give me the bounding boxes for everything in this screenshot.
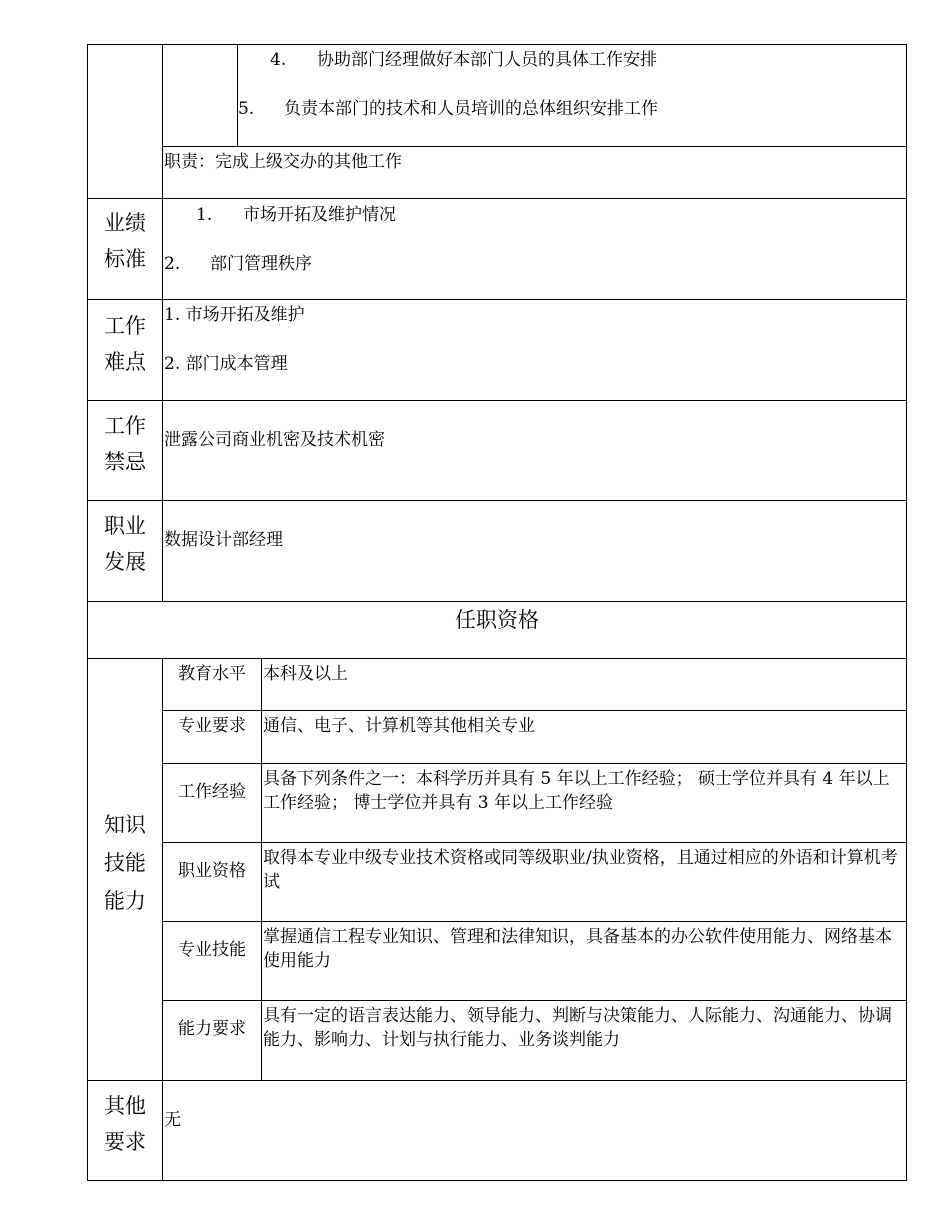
list-item-number: 2.: [164, 254, 181, 274]
sub-label: 教育水平: [178, 664, 246, 684]
sub-label: 工作经验: [178, 782, 246, 802]
career-text: 数据设计部经理: [164, 530, 283, 550]
rule: [162, 1000, 907, 1001]
rule: [162, 763, 907, 764]
taboo-text: 泄露公司商业机密及技术机密: [164, 430, 385, 450]
sub-value: 通信、电子、计算机等其他相关专业: [263, 716, 535, 736]
sub-label: 职业资格: [178, 861, 246, 881]
sub-value: 取得本专业中级专业技术资格或同等级职业/执业资格，且通过相应的外语和计算机考试: [263, 848, 898, 892]
duty-other: 职责：完成上级交办的其他工作: [164, 152, 402, 172]
rule: [87, 658, 907, 659]
row-label-career: 职业 发展: [104, 514, 146, 574]
row-label-performance: 业绩 标准: [104, 211, 146, 271]
list-item: 部门管理秩序: [210, 254, 312, 274]
rule: [237, 44, 238, 146]
rule: [261, 658, 262, 1080]
list-item: 负责本部门的技术和人员培训的总体组织安排工作: [284, 99, 658, 119]
rule: [87, 198, 907, 199]
rule: [87, 299, 907, 300]
list-item: 协助部门经理做好本部门人员的具体工作安排: [317, 50, 657, 70]
rule: [162, 44, 163, 601]
other-text: 无: [164, 1110, 181, 1130]
rule: [87, 601, 907, 602]
list-item: 1. 市场开拓及维护: [164, 305, 305, 325]
rule: [162, 146, 907, 147]
row-label-difficulty: 工作 难点: [104, 314, 146, 374]
sub-label: 专业要求: [178, 716, 246, 736]
sub-value: 本科及以上: [263, 664, 348, 684]
sub-value: 具有一定的语言表达能力、领导能力、判断与决策能力、人际能力、沟通能力、协调能力、影响力、计划与执行能力、业务谈判能力: [263, 1006, 892, 1050]
section-title: 任职资格: [455, 608, 539, 632]
sub-value: 掌握通信工程专业知识、管理和法律知识，具备基本的办公软件使用能力、网络基本使用能力: [263, 927, 892, 971]
row-label-knowledge: 知识 技能 能力: [104, 813, 146, 913]
rule: [162, 710, 907, 711]
sub-value: 具备下列条件之一：本科学历并具有 5 年以上工作经验； 硕士学位并具有 4 年以上工作经验； 博士学位并具有 3 年以上工作经验: [263, 769, 890, 813]
row-label-taboo: 工作 禁忌: [104, 414, 146, 474]
rule: [87, 1080, 907, 1081]
rule: [162, 842, 907, 843]
rule: [162, 921, 907, 922]
rule: [87, 400, 907, 401]
sub-label: 专业技能: [178, 940, 246, 960]
list-item-number: 4.: [270, 50, 287, 70]
list-item-number: 1.: [196, 205, 213, 225]
list-item: 2. 部门成本管理: [164, 354, 288, 374]
sub-label: 能力要求: [178, 1019, 246, 1039]
list-item-number: 5.: [238, 99, 255, 119]
list-item: 市场开拓及维护情况: [243, 205, 396, 225]
row-label-other: 其他 要求: [104, 1094, 146, 1154]
rule: [87, 500, 907, 501]
